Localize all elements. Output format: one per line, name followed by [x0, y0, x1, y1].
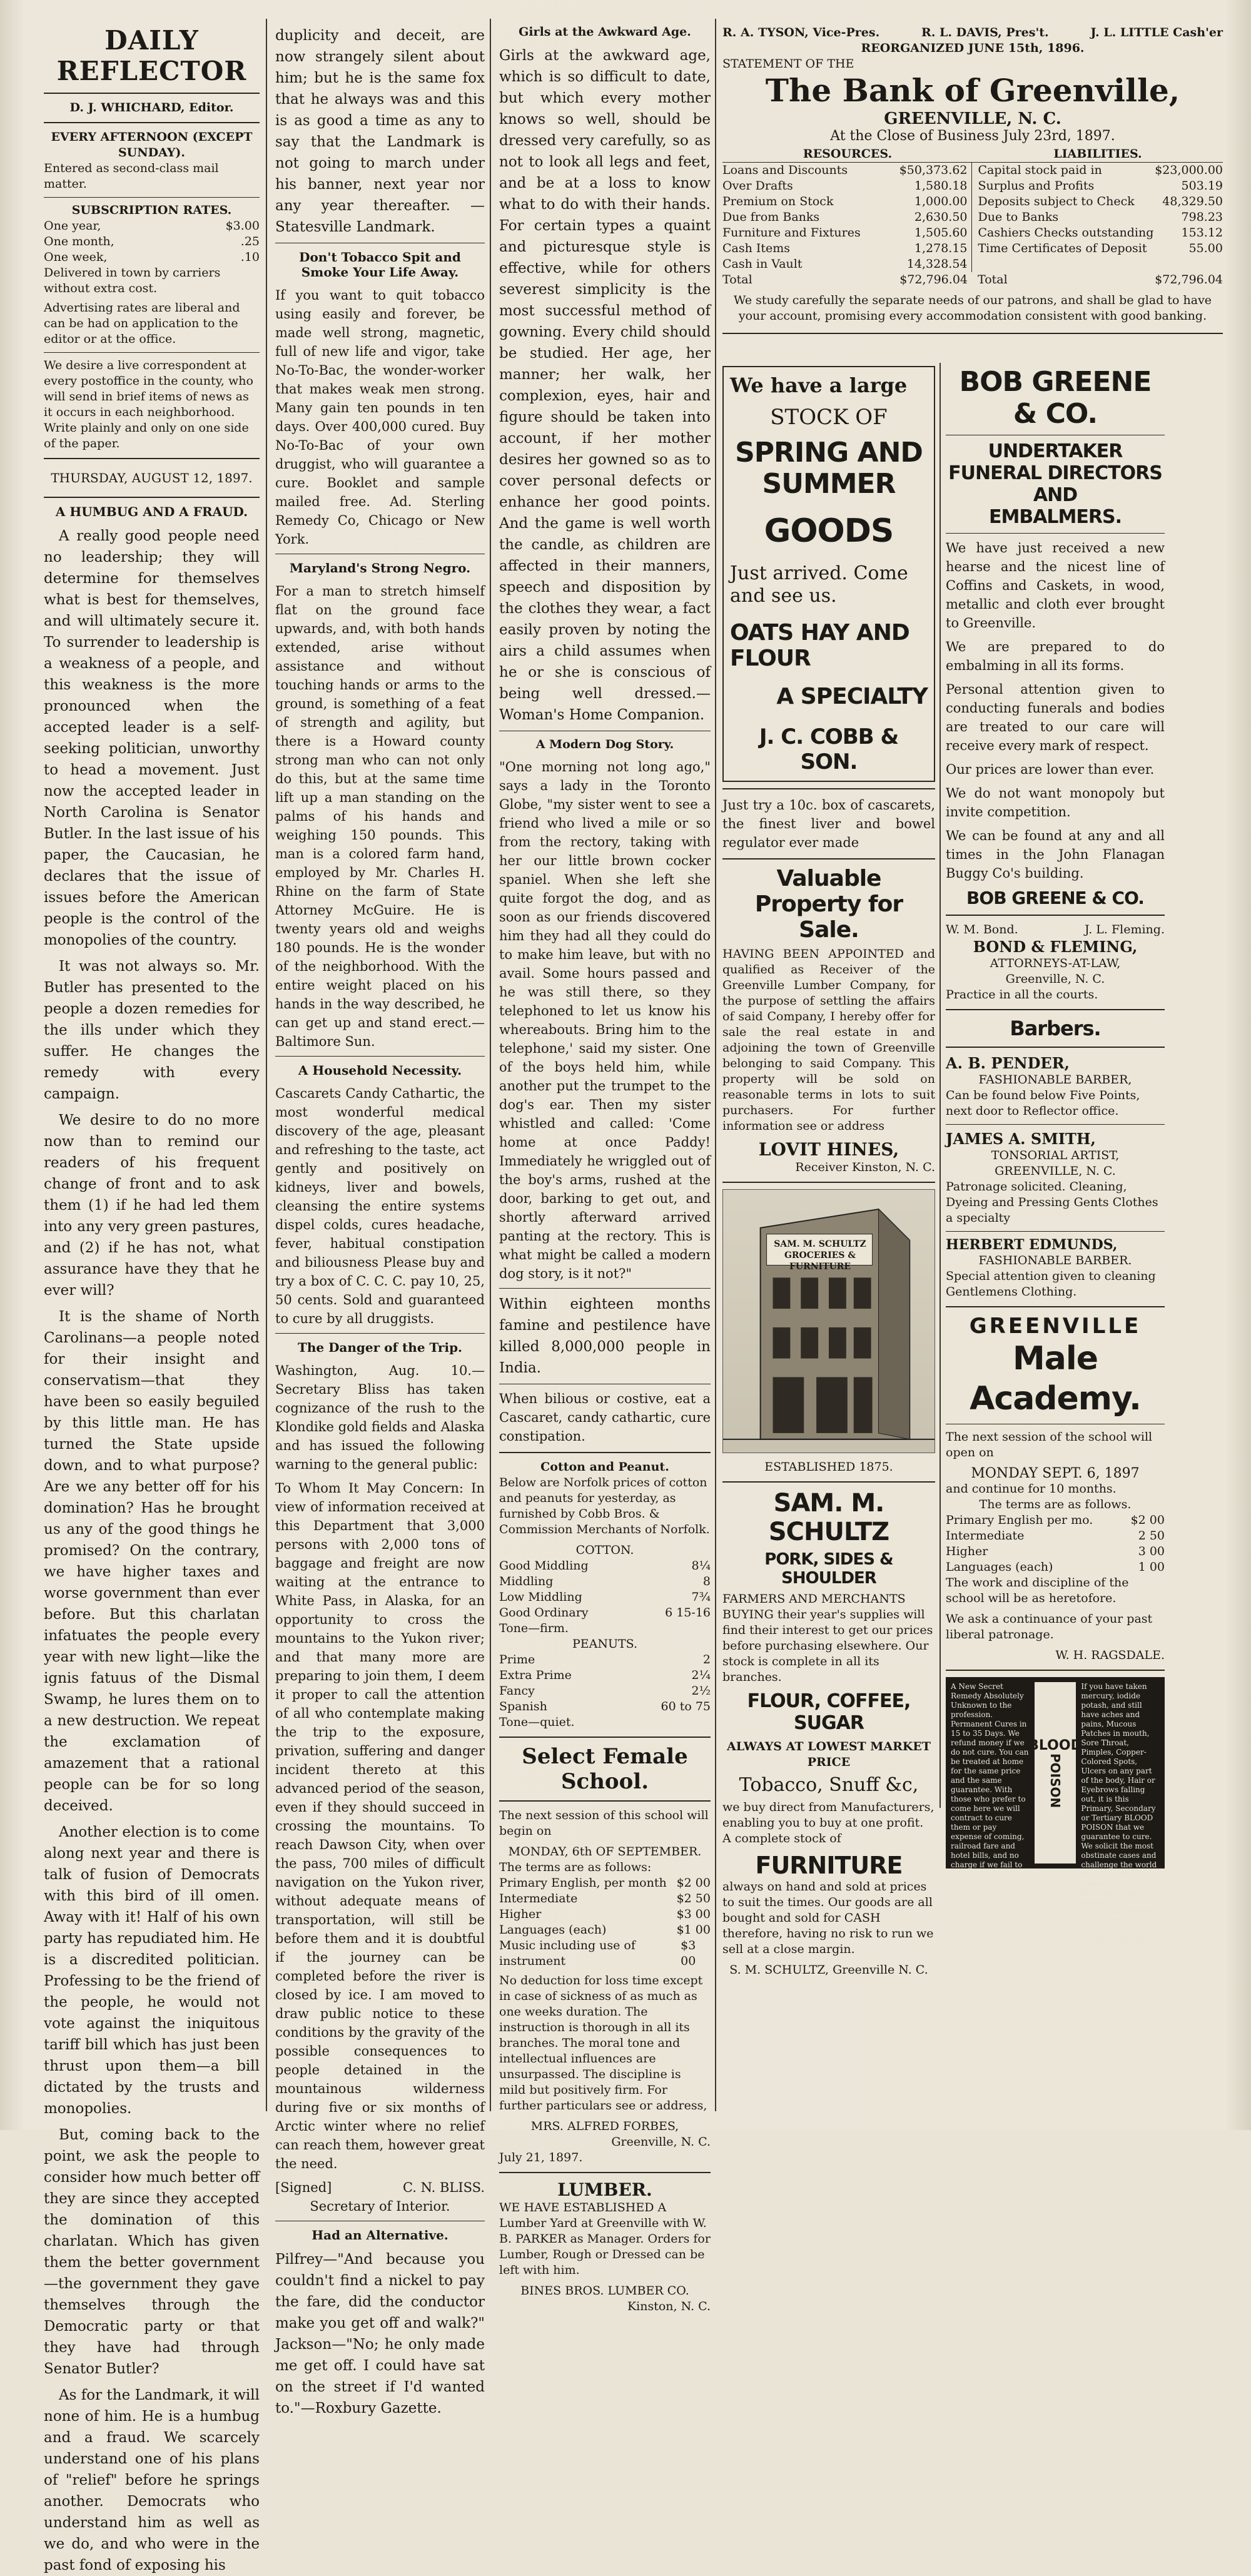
liability-row-label: Cashiers Checks outstanding — [978, 226, 1154, 240]
pender-name: A. B. PENDER, — [946, 1054, 1070, 1072]
article-title: A HUMBUG AND A FRAUD. — [55, 504, 248, 519]
liability-row — [978, 210, 1223, 225]
pender-role: FASHIONABLE BARBER, — [978, 1073, 1132, 1087]
lumber-place: Kinston, N. C. — [627, 2300, 711, 2313]
edmunds-name: HERBERT EDMUNDS, — [946, 1237, 1118, 1253]
cobb-line-5: Just arrived. Come and see us. — [730, 562, 908, 607]
academy-intro: The next session of the school will open on — [946, 1430, 1153, 1459]
peanut-row-label: Prime — [499, 1653, 535, 1666]
school-term-row — [499, 1907, 711, 1922]
school-term-row-value: $1 00 — [676, 1923, 711, 1937]
peanut-row-value: 60 to 75 — [661, 1700, 711, 1713]
cobb-line-1: We have a large — [730, 373, 908, 397]
article-paragraph: It was not always so. Mr. Butler has presented to the people a dozen remedies for the ills under which they suffer. He changes the remedy with every campaign. — [44, 958, 260, 1102]
schultz-body-3: always on hand and sold at prices to suit the times. Our goods are all bought and sold for CASH therefore, having no risk to run we sell at a close margin. — [722, 1880, 934, 1956]
greene-title: BOB GREENE & CO. — [959, 366, 1152, 430]
resource-row-label: Due from Banks — [722, 210, 820, 224]
school-term-row-label: Intermediate — [499, 1892, 578, 1905]
masthead: DAILY REFLECTOR — [56, 25, 247, 86]
signed-name: C. N. BLISS. — [402, 2180, 485, 2195]
resource-row-label: Cash in Vault — [722, 257, 803, 271]
lawyer-note: Practice in all the courts. — [946, 988, 1098, 1001]
bank-officer-1: R. A. TYSON, Vice-Pres. — [722, 26, 880, 39]
resource-row-value: 1,505.60 — [914, 226, 968, 240]
peanut-row — [499, 1715, 711, 1730]
cotton-table — [499, 1558, 711, 1636]
barbers-title: Barbers. — [1010, 1017, 1101, 1040]
resource-row — [722, 256, 968, 272]
school-date: MONDAY, 6th OF SEPTEMBER. — [508, 1845, 702, 1858]
total-label: Total — [722, 273, 752, 287]
schultz-body-1: FARMERS AND MERCHANTS BUYING their year's supplies will find their interest to get our prices before purchasing elsewhere. Our stock is complete in all its branches. — [722, 1592, 933, 1684]
danger-title: The Danger of the Trip. — [297, 1340, 463, 1355]
cotton-row-label: Middling — [499, 1575, 554, 1588]
bank-close: At the Close of Business July 23rd, 1897. — [830, 128, 1115, 144]
liability-row-value: 798.23 — [1181, 210, 1223, 224]
school-term-row — [499, 1875, 711, 1891]
greene-sub-3: EMBALMERS. — [989, 506, 1122, 528]
peanut-row — [499, 1699, 711, 1715]
article-paragraph: Another election is to come along next year and there is talk of fusion of Democrats with this bird of ill omen. Away with it! Half of his own party has repudiated him. He is a discredited politician. Professing to be the friend of the people, he would not vote against the iniquitous tariff bill which has just been thrust upon them—a bill dictated by the trusts and monopolies. — [44, 1824, 260, 2117]
resource-row — [722, 178, 968, 194]
danger-body-2: To Whom It May Concern: In view of information received at this Department that 3,000 persons with 2,000 tons of baggage and freight are now waiting at the entrance to White Pass, in Alaska, for an opportunity to cross the mountains to the Yukon river; and that many more are preparing to join them, I deem it proper to call the attention of all who contemplate making the trip to the exposure, privation, suffering and danger incident thereto at this advanced period of the season, even if they should succeed in crossing the mountains. To reach Dawson City, when over the pass, 700 miles of difficult navigation on the Yukon river, without adequate means of transportation, will still be before them and it is doubtful if the journey can be completed before the river is closed by ice. I am moved to draw public notice to these conditions by the gravity of the possible consequences to people detained in the mountainous wilderness during five or six months of Arctic winter where no relief can reach them, however great the need. — [275, 1481, 485, 2171]
schultz-line-2: FLOUR, COFFEE, SUGAR — [747, 1690, 911, 1734]
liability-row — [978, 241, 1223, 256]
bank-stmt: STATEMENT OF THE — [722, 57, 854, 71]
cotton-row-value: 8¼ — [691, 1559, 711, 1573]
peanut-table — [499, 1652, 711, 1730]
column-1 — [44, 25, 260, 2573]
greene-sub-2: FUNERAL DIRECTORS AND — [948, 462, 1162, 506]
alternative-title: Had an Alternative. — [311, 2228, 448, 2243]
dateline: THURSDAY, AUGUST 12, 1897. — [51, 470, 253, 485]
column-rule — [266, 19, 267, 2111]
school-date-2: July 21, 1897. — [499, 2151, 583, 2164]
article-body — [44, 525, 260, 2576]
school-term-row — [499, 1938, 711, 1969]
liability-row-value: 153.12 — [1181, 226, 1223, 240]
schultz-established: ESTABLISHED 1875. — [764, 1460, 893, 1474]
liability-row-label: Deposits subject to Check — [978, 195, 1135, 208]
article-paragraph: A really good people need no leadership; they will determine for themselves what is best for themselves, and will ultimately secure it. To surrender to leadership is a weakness of a people, and this weakness is the more pronounced when the accepted leader is a self-seeking politician, unworthy to head a movement. Just now the accepted leader in North Carolina is Senator Butler. In the last issue of his paper, the Caucasian, he declares that the issue of issues before the American people is the control of the monopolies of the country. — [44, 528, 260, 948]
academy-line-2: Male Academy. — [970, 1340, 1141, 1417]
peanut-row-value: 2½ — [691, 1684, 711, 1698]
cotton-row — [499, 1558, 711, 1574]
cascaret-note: When bilious or costive, eat a Cascaret, candy cathartic, cure constipation. — [499, 1391, 711, 1444]
smith-name: JAMES A. SMITH, — [946, 1130, 1096, 1148]
schultz-line-4: Tobacco, Snuff &c, — [739, 1774, 919, 1796]
editor-line: D. J. WHICHARD, Editor. — [69, 101, 234, 114]
market-intro: Below are Norfolk prices of cotton and peanuts for yesterday, as furnished by Cobb Bros. & Commission Merchants of Norfolk. — [499, 1476, 710, 1536]
greene-p6: We can be found at any and all times in the John Flanagan Buggy Co's building. — [946, 828, 1165, 881]
building-icon — [723, 1190, 934, 1453]
peanut-label: PEANUTS. — [572, 1637, 638, 1651]
peanut-row-value: 2¼ — [691, 1668, 711, 1682]
greene-sub-1: UNDERTAKER — [988, 440, 1123, 462]
resource-row-label: Furniture and Fixtures — [722, 226, 861, 240]
academy-sign: W. H. RAGSDALE. — [1055, 1648, 1165, 1662]
property-title: Valuable Property for Sale. — [754, 866, 903, 943]
bank-city: GREENVILLE, N. C. — [884, 109, 1061, 128]
resource-row — [722, 225, 968, 241]
liability-row-label: Due to Banks — [978, 210, 1059, 224]
school-term-row-value: $2 50 — [676, 1892, 711, 1905]
greene-p5: We do not want monopoly but invite competition. — [946, 786, 1165, 819]
academy-term-row-value: 1 00 — [1138, 1560, 1165, 1574]
liability-row-label: Surplus and Profits — [978, 179, 1095, 193]
school-note: No deduction for loss time except in case of sickness of as much as one weeks duration. The instruction is thorough in all its branches. The moral tone and intellectual influences are unsurpassed. The discipline is mild but positively firm. For further particulars see or address, — [499, 1974, 707, 2112]
academy-thanks: We ask a continuance of your past liberal patronage. — [946, 1612, 1153, 1641]
school-place: Greenville, N. C. — [611, 2135, 711, 2149]
resource-row-value: 1,000.00 — [914, 195, 968, 208]
cotton-row — [499, 1621, 711, 1636]
column-2 — [275, 25, 485, 2416]
lumber-sign: BINES BROS. LUMBER CO. — [520, 2284, 689, 2298]
column-rule — [490, 19, 491, 2111]
lawyer-partner-1: W. M. Bond. — [946, 923, 1018, 936]
cotton-row-label: Good Ordinary — [499, 1606, 589, 1620]
rates-list — [44, 218, 260, 265]
academy-term-row-value: 2 50 — [1138, 1529, 1165, 1543]
peanut-row — [499, 1668, 711, 1683]
building-sign: SAM. M. SCHULTZ GROCERIES & FURNITURE — [774, 1239, 866, 1272]
schultz-sign: S. M. SCHULTZ, Greenville N. C. — [729, 1963, 928, 1977]
girls-title: Girls at the Awkward Age. — [519, 25, 691, 39]
resource-row-label: Cash Items — [722, 241, 791, 255]
cotton-label: COTTON. — [575, 1543, 634, 1557]
article-paragraph: As for the Landmark, it will none of him. He is a humbug and a fraud. We scarcely understand one of his plans of "relief" before he springs another. Democrats who understand him as well as we do, and who were in the past fond of exposing his — [44, 2387, 260, 2573]
cotton-row-label: Good Middling — [499, 1559, 589, 1573]
bank-officer-2: R. L. DAVIS, Pres't. — [921, 26, 1049, 39]
school-term-row-label: Primary English, per month — [499, 1876, 667, 1890]
column-5 — [946, 366, 1165, 2105]
cotton-row-value: 7¾ — [691, 1590, 711, 1604]
rate-row-value: .25 — [240, 235, 260, 248]
cobb-line-2: STOCK OF — [770, 405, 888, 430]
resource-row — [722, 163, 968, 178]
signed-label: [Signed] — [275, 2180, 332, 2195]
alternative-body: Pilfrey—"And because you couldn't find a nickel to pay the fare, did the conductor make you get off and walk?" Jackson—"No; he only made me get off. I could have sat on the street if I'd wanted to."—Roxbury Gazette. — [275, 2251, 485, 2416]
smith-role: TONSORIAL ARTIST, — [991, 1149, 1120, 1162]
peanut-row — [499, 1652, 711, 1668]
market-title: Cotton and Peanut. — [540, 1460, 669, 1474]
liability-row — [978, 163, 1223, 178]
total-label: Total — [978, 273, 1008, 287]
cobb-line-7: A SPECIALTY — [776, 684, 928, 709]
pender-note: Can be found below Five Points, next door to Reflector office. — [946, 1088, 1140, 1118]
bank-reorg: REORGANIZED JUNE 15th, 1896. — [861, 41, 1085, 55]
tobacco-title: Don't Tobacco Spit and Smoke Your Life Away. — [299, 250, 461, 280]
lawyer-city: Greenville, N. C. — [1005, 972, 1105, 986]
advertising-note: Advertising rates are liberal and can be had on application to the editor or at the office. — [44, 301, 240, 346]
liability-row-value: 55.00 — [1188, 241, 1223, 255]
bank-footer: We study carefully the separate needs of our patrons, and shall be glad to have your account, promising every accommodation consistent with good banking. — [733, 293, 1212, 323]
cotton-row — [499, 1590, 711, 1605]
bank-statement — [722, 25, 1223, 357]
academy-duration: and continue for 10 months. — [946, 1482, 1117, 1496]
lawyer-firm: BOND & FLEMING, — [973, 938, 1138, 956]
liability-row-value: 503.19 — [1181, 179, 1223, 193]
entered-line: Entered as second-class mail matter. — [44, 161, 219, 191]
rate-row — [44, 218, 260, 234]
article-paragraph: But, coming back to the point, we ask the people to consider how much better off they are since they accepted the domination of this charlatan. Which has given them the better government—the government they gave themselves through the Democratic party or that they have had through Senator Butler? — [44, 2127, 260, 2377]
academy-term-row — [946, 1544, 1165, 1559]
liability-row — [978, 194, 1223, 210]
girls-body: Girls at the awkward age, which is so difficult to date, but which every mother knows so well, should be dressed very carefully, so as not to look all legs and feet, and be at a loss to know what to do with their hands. For certain types a quaint and picturesque style is effective, while for others severest simplicity is the most successful method of gowning. Every child should be studied. Her age, her manner; her walk, her complexion, eyes, hair and figure should be taken into account, if her mother desires her gowned so as to cover personal defects or enhance her good points. And the game is well worth the candle, as children are affected in their manners, speech and disposition by the clothes they wear, a fact easily proven by noting the airs a child assumes when he or she is conscious of being well dressed.—Woman's Home Companion. — [499, 48, 711, 723]
property-body: HAVING BEEN APPOINTED and qualified as Receiver of the Greenville Lumber Company, for the purpose of settling the affairs of said Company, I hereby offer for sale the real estate in and adjoining the town of Greenville belonging to said Company. This property will be sold on reasonable terms in lots to suit purchasers. For further information see or address — [722, 947, 935, 1133]
cotton-row — [499, 1605, 711, 1621]
school-term-row-label: Higher — [499, 1907, 542, 1921]
schultz-name: SAM. M. SCHULTZ — [768, 1489, 889, 1546]
tobacco-body: If you want to quit tobacco using easily and forever, be made well strong, magnetic, full of new life and vigor, take No-To-Bac, the wonder-worker that makes weak men strong. Many gain ten pounds in ten days. Over 400,000 cured. Buy No-To-Bac of your own druggist, who will guarantee a cure. Booklet and sample mailed free. Ad. Sterling Remedy Co, Chicago or New York. — [275, 288, 485, 547]
school-terms-label: The terms are as follows: — [499, 1860, 652, 1874]
cotton-row-label: Tone—firm. — [499, 1621, 569, 1635]
peanut-row — [499, 1683, 711, 1699]
total-liabilities: $72,796.04 — [1155, 273, 1223, 287]
bank-officer-3: J. L. LITTLE Cash'er — [1090, 26, 1223, 39]
cobb-line-8: J. C. COBB & SON. — [759, 724, 899, 774]
schultz-building-illustration — [722, 1189, 935, 1453]
rates-title: SUBSCRIPTION RATES. — [71, 203, 232, 217]
cobb-ad — [722, 366, 935, 782]
liability-row-value: 48,329.50 — [1162, 195, 1223, 208]
academy-term-row-value: $2 00 — [1130, 1513, 1165, 1527]
academy-term-row — [946, 1528, 1165, 1544]
resources-table — [722, 163, 972, 272]
signed-title: Secretary of Interior. — [310, 2199, 450, 2214]
smith-city: GREENVILLE, N. C. — [995, 1164, 1116, 1178]
academy-term-row-value: 3 00 — [1138, 1544, 1165, 1558]
school-sign: MRS. ALFRED FORBES, — [530, 2119, 679, 2133]
dog-body: "One morning not long ago," says a lady in the Toronto Globe, "my sister went to see a friend who lived a mile or so from the rectory, taking with her our little brown cocker spaniel. When she left she quite forgot the dog, and as soon as our friends discovered him they had all they could do to make him leave, but with no avail. Some hours passed and he was still there, so they telephoned to let us know his whereabouts. Bring him to the telephone,' said my sister. One of the boys held him, while another put the trumpet to the dog's ear. Then my sister whistled and called: 'Come home at once Paddy! Immediately he wriggled out of the boy's arms, rushed at the door, barking to get out, and shortly afterward arrived panting at the rectory. This is what might be called a modern dog story, is it not?" — [499, 759, 711, 1281]
liabilities-label: LIABILITIES. — [1053, 147, 1142, 161]
school-term-row-label: Languages (each) — [499, 1923, 607, 1937]
academy-term-row-label: Higher — [946, 1544, 988, 1558]
smith-note: Patronage solicited. Cleaning, Dyeing and Pressing Gents Clothes a specialty — [946, 1180, 1158, 1225]
schultz-line-1: PORK, SIDES & SHOULDER — [764, 1550, 893, 1588]
correspondent-note: We desire a live correspondent at every postoffice in the county, who will send in brief items of news as it occurs in each neighborhood. Write plainly and only on one side of the paper. — [44, 358, 253, 450]
greene-p1: We have just received a new hearse and the nicest line of Coffins and Caskets, in wood, metallic and cloth ever brought to Greenville. — [946, 540, 1165, 631]
liabilities-table — [978, 163, 1223, 272]
rate-row-value: .10 — [240, 250, 260, 264]
article-paragraph: It is the shame of North Carolinans—a people noted for their insight and conservatism—that they have been so easily beguiled by this little man. He has turned the State upside down, and to what purpose? Are we any better off for his domination? Has he brought us any of the good things he promised? On the contrary, we have higher taxes and worse government than ever before. But this charlatan infatuates the people every year with new light—like the ignis fatuus of the Dismal Swamp, he lures them on to a new destruction. We repeat the exclamation of amazement that a rational people can be for so long deceived. — [44, 1309, 260, 1814]
lumber-body: WE HAVE ESTABLISHED A Lumber Yard at Greenville with W. B. PARKER as Manager. Orders for Lumber, Rough or Dressed can be left with him. — [499, 2201, 711, 2277]
school-term-row — [499, 1922, 711, 1938]
cobb-line-6: OATS HAY AND FLOUR — [730, 620, 909, 671]
poison-word: POISON — [1047, 1753, 1063, 1808]
edmunds-role: FASHIONABLE BARBER. — [978, 1254, 1132, 1267]
academy-line-1: GREENVILLE — [969, 1314, 1142, 1339]
lawyer-partner-2: J. L. Fleming. — [1085, 923, 1165, 936]
rate-row — [44, 250, 260, 265]
school-term-row-value: $3 00 — [681, 1939, 696, 1968]
liability-row-label: Time Certificates of Deposit — [978, 241, 1147, 255]
school-intro: The next session of this school will begin on — [499, 1808, 709, 1838]
famine-note: Within eighteen months famine and pestilence have killed 8,000,000 people in India. — [499, 1296, 711, 1376]
academy-terms-table — [946, 1513, 1165, 1575]
resource-row-value: $50,373.62 — [899, 163, 968, 177]
academy-term-row — [946, 1513, 1165, 1528]
strong-negro-title: Maryland's Strong Negro. — [289, 560, 471, 576]
cobb-line-3: SPRING AND SUMMER — [735, 437, 923, 500]
cobb-line-4: GOODS — [764, 512, 894, 550]
cotton-row — [499, 1574, 711, 1590]
schultz-line-3: ALWAYS AT LOWEST MARKET PRICE — [727, 1740, 931, 1769]
resource-row-value: 14,328.54 — [906, 257, 968, 271]
resource-row — [722, 194, 968, 210]
resource-row-label: Over Drafts — [722, 179, 793, 193]
school-term-row-label: Music including use of instrument — [499, 1939, 636, 1968]
schedule-line: EVERY AFTERNOON (EXCEPT SUNDAY). — [51, 130, 253, 160]
cotton-row-value: 8 — [702, 1575, 711, 1588]
liability-row-value: $23,000.00 — [1155, 163, 1223, 177]
resource-row-value: 2,630.50 — [914, 210, 968, 224]
rate-row-label: One year, — [44, 219, 101, 233]
greene-p3: Personal attention given to conducting funerals and bodies are treated to our care will receive every mark of respect. — [946, 682, 1165, 753]
liability-row-label: Capital stock paid in — [978, 163, 1102, 177]
school-term-row-value: $3 00 — [676, 1907, 711, 1921]
lumber-title: LUMBER. — [557, 2179, 652, 2200]
greene-p2: We are prepared to do embalming in all its forms. — [946, 639, 1165, 673]
cotton-row-label: Low Middling — [499, 1590, 582, 1604]
resource-row-label: Loans and Discounts — [722, 163, 848, 177]
academy-term-row-label: Languages (each) — [946, 1560, 1053, 1574]
peanut-row-label: Fancy — [499, 1684, 535, 1698]
rate-row-label: One week, — [44, 250, 108, 264]
academy-term-row-label: Primary English per mo. — [946, 1513, 1093, 1527]
resource-row-label: Premium on Stock — [722, 195, 834, 208]
greene-sign: BOB GREENE & CO. — [966, 888, 1144, 908]
delivery-note: Delivered in town by carriers without extra cost. — [44, 266, 221, 295]
academy-terms-label: The terms are as follows. — [979, 1498, 1132, 1511]
household-body: Cascarets Candy Cathartic, the most wonderful medical discovery of the age, pleasant and refreshing to the taste, act gently and positively on kidneys, liver and bowels, cleansing the entire systems dispel colds, cures headache, fever, habitual constipation and biliousness Please buy and try a box of C. C. C. pay 10, 25, 50 cents. Sold and guaranteed to cure by all druggists. — [275, 1086, 485, 1326]
resource-row-value: 1,580.18 — [914, 179, 968, 193]
bank-name: The Bank of Greenville, — [765, 72, 1180, 109]
resource-row — [722, 210, 968, 225]
cascarets-ad: Just try a 10c. box of cascarets, the finest liver and bowel regulator ever made — [722, 798, 935, 850]
peanut-row-label: Tone—quiet. — [499, 1715, 575, 1729]
column-4 — [722, 366, 935, 2105]
column-rule — [940, 363, 941, 1808]
peanut-row-label: Spanish — [499, 1700, 547, 1713]
rate-row — [44, 234, 260, 250]
strong-negro-body: For a man to stretch himself flat on the ground face upwards, and, with both hands extended, arise without assistance and without touching hands or arms to the ground, is something of a feat of strength and agility, but there is a Howard county strong man who can not only do this, but at the same time lift up a man standing on the palms of his hands and weighing 150 pounds. This man is a colored farm hand, employed by Mr. Charles H. Rhine on the farm of State Attorney McGuire. He is twenty years old and weighs 180 pounds. He is the wonder of the neighborhood. With the entire weight placed on his hands in the way described, he can get up and stand erect.—Baltimore Sun. — [275, 584, 485, 1049]
school-terms-table — [499, 1875, 711, 1969]
academy-term-row — [946, 1559, 1165, 1575]
rate-row-label: One month, — [44, 235, 114, 248]
household-title: A Household Necessity. — [298, 1063, 462, 1078]
school-term-row-value: $2 00 — [676, 1876, 711, 1890]
liability-row — [978, 178, 1223, 194]
dog-title: A Modern Dog Story. — [535, 738, 674, 751]
column-3 — [499, 25, 711, 2313]
resource-row — [722, 241, 968, 256]
blood-word: BLOOD — [1028, 1737, 1082, 1753]
schultz-line-5: FURNITURE — [755, 1852, 903, 1879]
school-term-row — [499, 1891, 711, 1907]
blood-text-2: If you have taken mercury, iodide potash, and still have aches and pains, Mucous Patches in mouth, Sore Throat, Pimples, Copper-Colored Spots, Ulcers on any part of the body, Hair or Eyebrows falling out, it is this Primary, Secondary or Tertiary BLOOD POISON that we guarantee to cure. We solicit the most obstinate cases and challenge the world for a case we cannot cure. Absolute proofs sent sealed on application. Address COOK REMEDY CO., 307 Masonic Temple, Chicago. — [1081, 1682, 1160, 1944]
property-place: Receiver Kinston, N. C. — [795, 1160, 935, 1174]
danger-body: Washington, Aug. 10.—Secretary Bliss has taken cognizance of the rush to the Klondike gold fields and Alaska and has issued the following warning to the general public: — [275, 1363, 485, 1472]
resources-label: RESOURCES. — [803, 147, 893, 161]
article-paragraph: We desire to do no more now than to remind our readers of his frequent change of front and to ask them (1) if he had led them into any very green pastures, and (2) if he has not, what assurance have they that he ever will? — [44, 1112, 260, 1299]
carryover-text: duplicity and deceit, are now strangely silent about him; but he is the same fox that he always was and this is as good a time as any to say that the Landmark is not going to march under his banner, next year nor any year thereafter. — Statesville Landmark. — [275, 28, 485, 235]
property-name: LOVIT HINES, — [758, 1139, 899, 1160]
academy-term-row-label: Intermediate — [946, 1529, 1025, 1543]
academy-date: MONDAY SEPT. 6, 1897 — [971, 1466, 1140, 1481]
greene-p4: Our prices are lower than ever. — [946, 762, 1155, 777]
edmunds-note: Special attention given to cleaning Gentlemens Clothing. — [946, 1269, 1156, 1299]
blood-poison-ad — [946, 1677, 1165, 1944]
peanut-row-value: 2 — [702, 1653, 711, 1666]
cotton-row-value: 6 15-16 — [665, 1606, 711, 1620]
resource-row-value: 1,278.15 — [914, 241, 968, 255]
rate-row-value: $3.00 — [225, 219, 260, 233]
blood-text-1: A New Secret Remedy Absolutely Unknown to the profession. Permanent Cures in 15 to 35 Days. We refund money if we do not cure. You can be treated at home for the same price and the same guarantee. With those who prefer to come here we will contract to cure them or pay expense of coming, railroad fare and hotel bills, and no charge if we fail to cure. — [951, 1682, 1029, 1879]
academy-note: The work and discipline of the school will be as heretofore. — [946, 1576, 1129, 1605]
school-title: Select Female School. — [522, 1744, 688, 1794]
lawyer-role: ATTORNEYS-AT-LAW, — [990, 956, 1121, 970]
schultz-body-2: we buy direct from Manufacturers, enabling you to buy at one profit. A complete stock of — [722, 1800, 934, 1845]
peanut-row-label: Extra Prime — [499, 1668, 572, 1682]
liability-row — [978, 225, 1223, 241]
total-resources: $72,796.04 — [899, 273, 968, 287]
column-rule — [715, 19, 716, 2111]
